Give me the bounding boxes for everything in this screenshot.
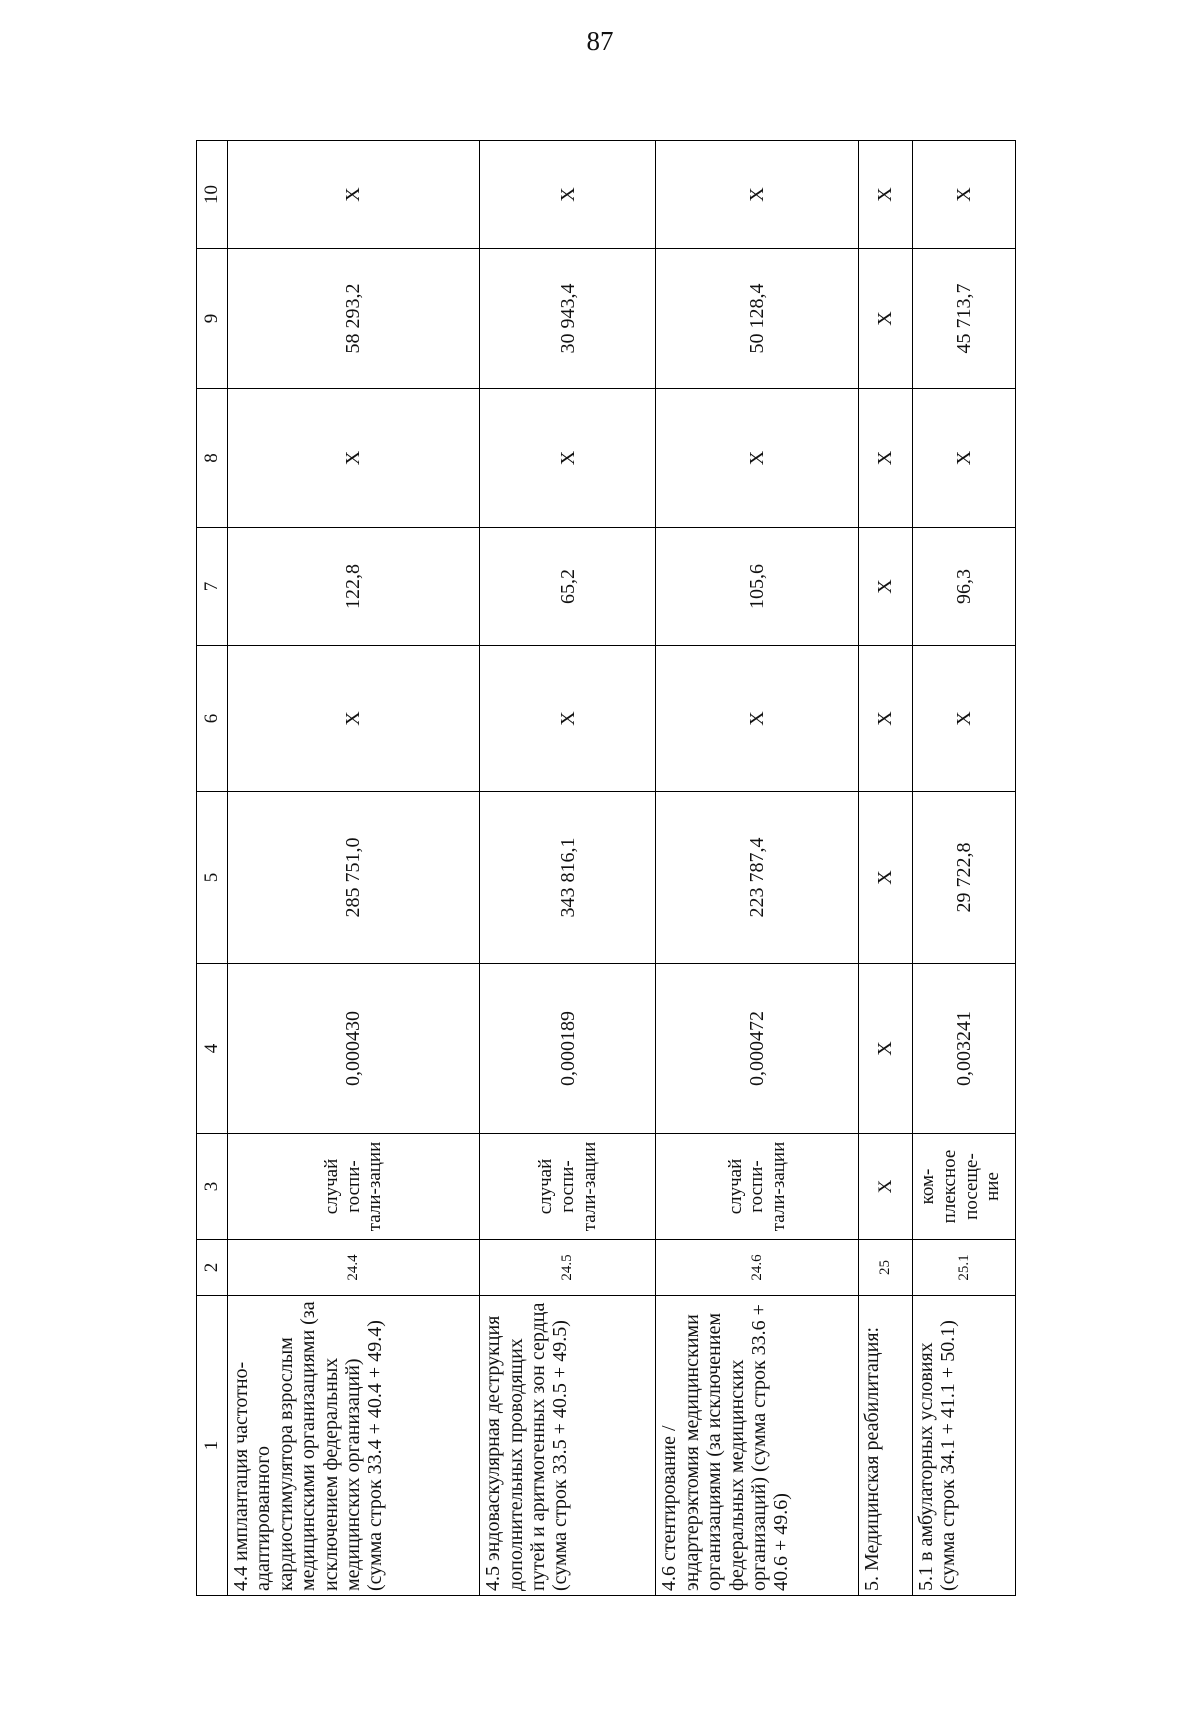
cell-col9: 45 713,7: [912, 249, 1015, 389]
cell-col4: 0,003241: [912, 964, 1015, 1134]
cell-col9: Х: [859, 249, 913, 389]
column-header: 5: [197, 792, 228, 964]
cell-col5: Х: [859, 792, 913, 964]
cell-col10: Х: [656, 141, 859, 249]
rotated-table-wrapper: [196, 141, 1016, 1596]
cell-col6: Х: [656, 646, 859, 792]
column-header: 9: [197, 249, 228, 389]
cell-col8: Х: [480, 389, 656, 528]
cell-col6: Х: [912, 646, 1015, 792]
row-unit: [228, 1134, 480, 1240]
column-header: 6: [197, 646, 228, 792]
row-unit: Х: [859, 1134, 913, 1240]
table-row: [656, 141, 859, 1596]
row-code: 24.4: [228, 1240, 480, 1296]
column-header: 8: [197, 389, 228, 528]
column-header: 3: [197, 1134, 228, 1240]
cell-col6: Х: [480, 646, 656, 792]
row-name: 5. Медицинская реабилитация:: [859, 1296, 913, 1596]
header-row: [197, 141, 228, 1596]
row-code: 24.6: [656, 1240, 859, 1296]
row-unit-text: случай госпи-тали-зации: [534, 1141, 600, 1232]
cell-col7: 65,2: [480, 528, 656, 646]
cell-col7: 122,8: [228, 528, 480, 646]
table-row: [912, 141, 1015, 1596]
cell-col4: 0,000189: [480, 964, 656, 1134]
cell-col7: Х: [859, 528, 913, 646]
cell-col8: Х: [228, 389, 480, 528]
row-unit: [912, 1134, 1015, 1240]
column-header: 10: [197, 141, 228, 249]
row-unit: [480, 1134, 656, 1240]
cell-col9: 50 128,4: [656, 249, 859, 389]
cell-col5: 223 787,4: [656, 792, 859, 964]
cell-col4: Х: [859, 964, 913, 1134]
cell-col8: Х: [656, 389, 859, 528]
cell-col10: Х: [859, 141, 913, 249]
row-unit-text: случай госпи-тали-зации: [320, 1141, 386, 1232]
row-unit-text: случай госпи-тали-зации: [724, 1141, 790, 1232]
cell-col10: Х: [912, 141, 1015, 249]
row-name: 4.5 эндоваскулярная деструкция дополнительных проводящих путей и аритмогенных зон сердца (сумма строк 33.5 + 40.5 + 49.5): [480, 1296, 656, 1596]
column-header: 4: [197, 964, 228, 1134]
cell-col9: 58 293,2: [228, 249, 480, 389]
table-row: [228, 141, 480, 1596]
cell-col10: Х: [228, 141, 480, 249]
row-unit-text: ком-плексное посеще-ние: [916, 1149, 1004, 1224]
cell-col6: Х: [859, 646, 913, 792]
table-row: [859, 141, 913, 1596]
table-row: [480, 141, 656, 1596]
cell-col6: Х: [228, 646, 480, 792]
cell-col4: 0,000472: [656, 964, 859, 1134]
cell-col10: Х: [480, 141, 656, 249]
cell-col8: Х: [912, 389, 1015, 528]
row-code: 25: [859, 1240, 913, 1296]
column-header: 7: [197, 528, 228, 646]
column-header: 2: [197, 1240, 228, 1296]
row-unit: [656, 1134, 859, 1240]
page-number: 87: [586, 26, 614, 56]
row-name: 5.1 в амбулаторных условиях (сумма строк 34.1 + 41.1 + 50.1): [912, 1296, 1015, 1596]
cell-col7: 96,3: [912, 528, 1015, 646]
cell-col5: 29 722,8: [912, 792, 1015, 964]
cell-col5: 343 816,1: [480, 792, 656, 964]
cell-col7: 105,6: [656, 528, 859, 646]
row-name: 4.6 стентирование / эндартерэктомия медицинскими организациями (за исключением федеральных медицинских организаций) (сумма строк 33.6 + 40.6 + 49.6): [656, 1296, 859, 1596]
cell-col9: 30 943,4: [480, 249, 656, 389]
cell-col5: 285 751,0: [228, 792, 480, 964]
row-name: 4.4 имплантация частотно-адаптированного кардиостимулятора взрослым медицинскими организациями (за исключением федеральных медицинских организаций) (сумма строк 33.4 + 40.4 + 49.4): [228, 1296, 480, 1596]
row-code: 25.1: [912, 1240, 1015, 1296]
column-header: 1: [197, 1296, 228, 1596]
data-table: [196, 140, 1016, 1596]
cell-col8: Х: [859, 389, 913, 528]
row-code: 24.5: [480, 1240, 656, 1296]
cell-col4: 0,000430: [228, 964, 480, 1134]
